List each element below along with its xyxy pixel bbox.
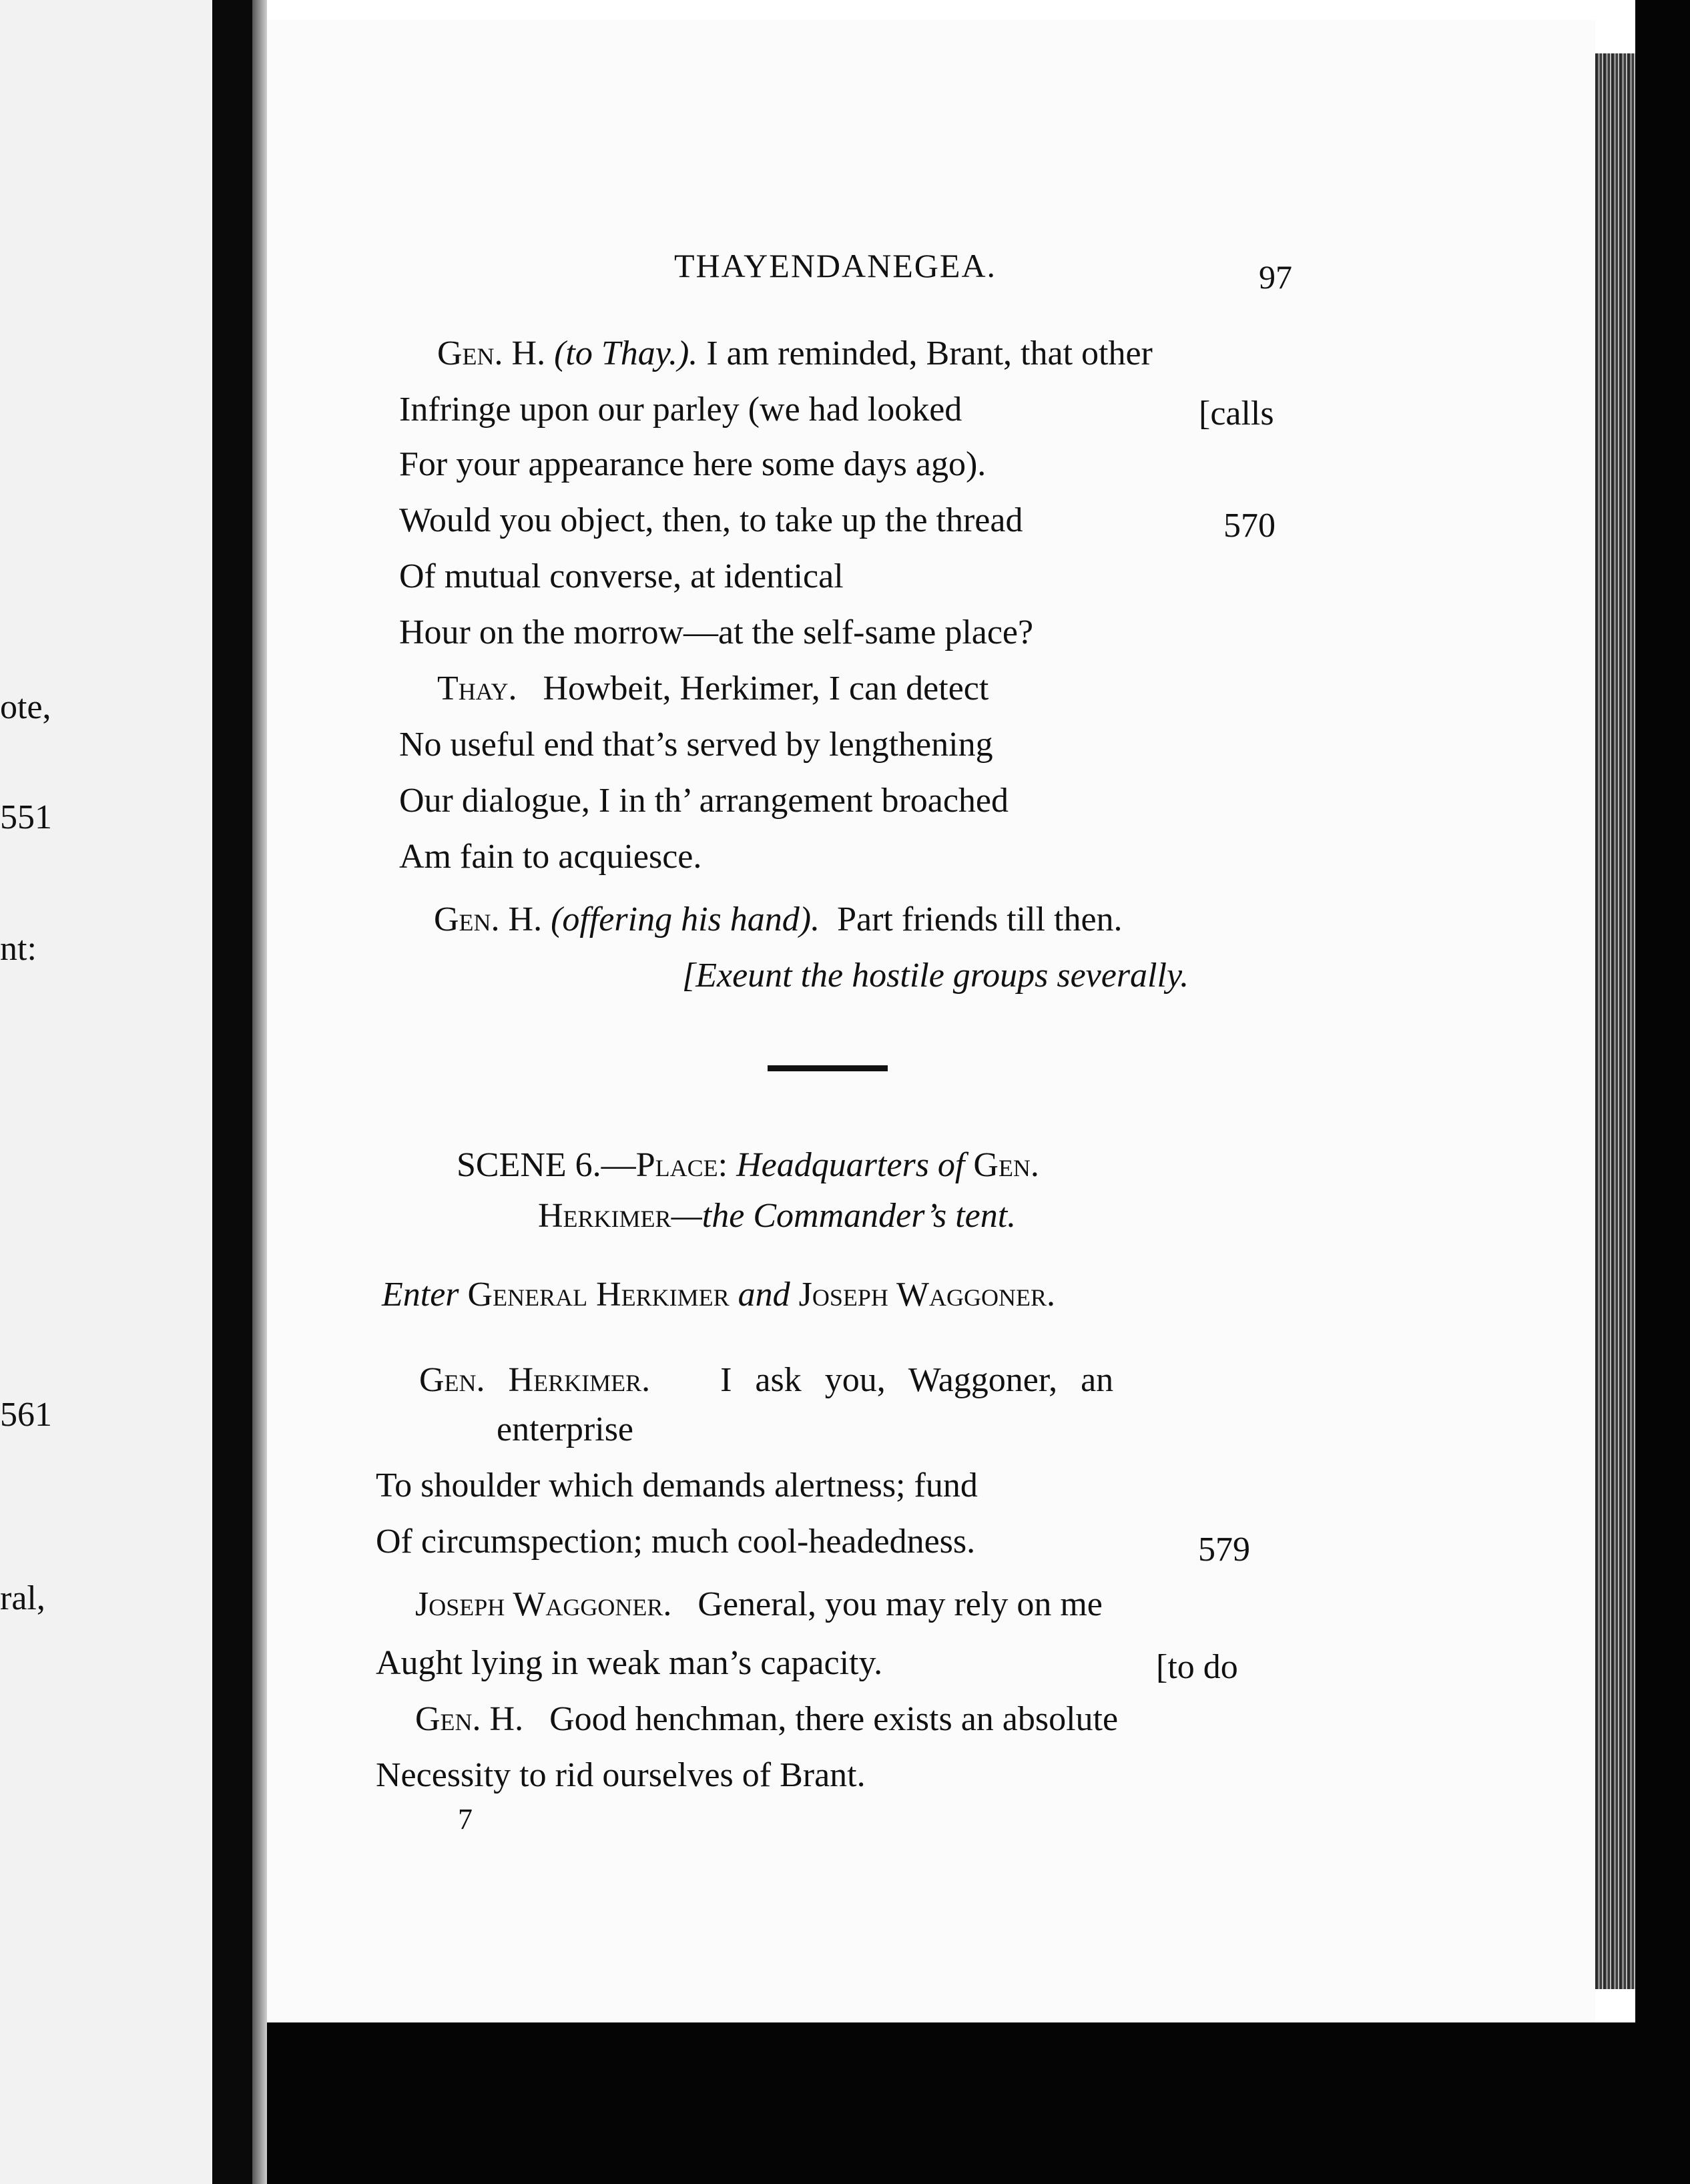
line-number: 579 <box>1198 1531 1250 1569</box>
place-description: Headquarters of <box>736 1146 965 1184</box>
enter-word: Enter <box>382 1276 459 1314</box>
verse-line: Infringe upon our parley (we had looked <box>399 390 962 429</box>
verse-line: Hour on the morrow—at the self-same place? <box>399 613 1034 651</box>
scene-heading-line2 <box>538 1196 1016 1236</box>
verse-line: Our dialogue, I in th’ arrangement broached <box>399 782 1009 820</box>
verse-line: Of mutual converse, at identical <box>399 557 844 595</box>
left-page-text <box>0 0 212 2184</box>
speaker-name: Gen. H. <box>415 1700 524 1738</box>
verse-line: To shoulder which demands alertness; fund <box>376 1466 978 1505</box>
place-gen: Gen. <box>973 1146 1039 1184</box>
verse-line <box>437 334 1153 374</box>
line-text: Howbeit, Herkimer, I can detect <box>543 669 989 708</box>
line-text: Good henchman, there exists an absolute <box>549 1700 1119 1738</box>
line-text: I ask you, Waggoner, an <box>720 1361 1114 1399</box>
speaker-name: Gen. Herkimer. <box>419 1361 651 1399</box>
left-fragment: 561 <box>0 1396 52 1434</box>
verse-line <box>437 669 989 709</box>
verse-line: For your appearance here some days ago). <box>399 445 987 483</box>
line-number: 570 <box>1223 507 1276 545</box>
left-fragment: ral, <box>0 1579 45 1617</box>
scene-divider <box>768 1065 888 1071</box>
verse-line: Of circumspection; much cool-headedness. <box>376 1523 976 1561</box>
scene-number: SCENE 6.— <box>457 1146 636 1184</box>
line-aside: [calls <box>1199 394 1274 433</box>
book-gutter <box>212 0 252 2184</box>
verse-line <box>415 1699 1118 1739</box>
place-tent: —the Commander’s tent. <box>671 1197 1017 1235</box>
stage-direction: (to Thay.). <box>554 334 698 372</box>
gutter-shadow <box>252 0 267 2184</box>
left-fragment: ote, <box>0 688 51 726</box>
signature-mark: 7 <box>458 1803 473 1836</box>
scan-border-bottom <box>267 2022 1690 2184</box>
verse-line <box>419 1360 1113 1400</box>
left-fragment: nt: <box>0 930 37 968</box>
verse-line <box>434 900 1123 940</box>
and-word: and <box>738 1276 790 1314</box>
verse-line <box>415 1585 1103 1625</box>
verse-line: No useful end that’s served by lengthening <box>399 726 993 764</box>
character-name: Joseph Waggoner. <box>798 1276 1056 1314</box>
place-label: Place <box>635 1146 718 1184</box>
line-text: Part friends till then. <box>837 900 1123 938</box>
page-number: 97 <box>1259 258 1292 296</box>
line-text: I am reminded, Brant, that other <box>706 334 1153 372</box>
line-aside: [to do <box>1156 1648 1238 1686</box>
line-text: General, you may rely on me <box>697 1585 1103 1623</box>
character-name: General Herkimer <box>467 1276 730 1314</box>
place-colon: : <box>718 1146 728 1184</box>
scene-heading <box>457 1145 1039 1185</box>
verse-line-continuation: enterprise <box>497 1410 634 1448</box>
place-herkimer: Herkimer <box>538 1197 671 1235</box>
speaker-name: Thay. <box>437 669 517 708</box>
running-head: THAYENDANEGEA. <box>674 247 997 284</box>
verse-line: Necessity to rid ourselves of Brant. <box>376 1756 866 1794</box>
verse-line: Am fain to acquiesce. <box>399 838 702 876</box>
page-edges <box>1595 53 1635 1989</box>
verse-line: Aught lying in weak man’s capacity. <box>376 1644 883 1682</box>
stage-direction: (offering his hand). <box>551 900 820 938</box>
speaker-name: Gen. H. <box>437 334 546 372</box>
entrance-direction <box>382 1275 1055 1315</box>
left-fragment: 551 <box>0 798 52 836</box>
verse-line: Would you object, then, to take up the thread <box>399 501 1023 539</box>
speaker-name: Gen. H. <box>434 900 543 938</box>
scan-border-right <box>1635 0 1690 2184</box>
stage-direction-exeunt: [Exeunt the hostile groups severally. <box>682 957 1189 995</box>
speaker-name: Joseph Waggoner. <box>415 1585 672 1623</box>
